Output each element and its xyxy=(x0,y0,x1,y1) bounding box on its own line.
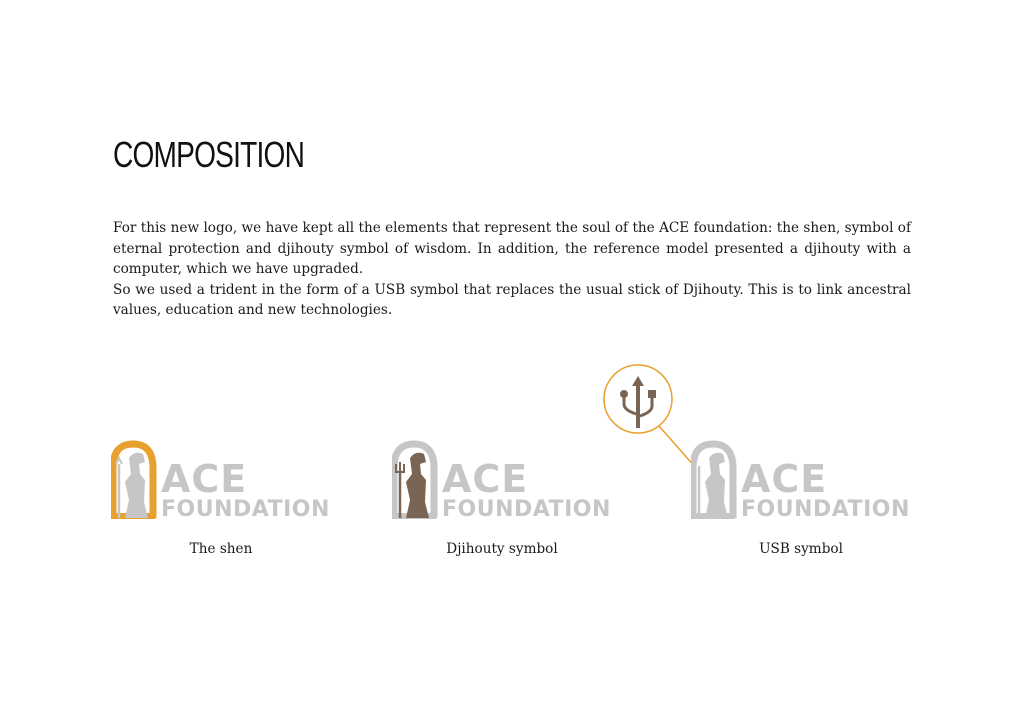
body-text xyxy=(113,218,911,321)
page-title: COMPOSITION xyxy=(113,134,305,175)
logo-wordmark-ace: ACE xyxy=(741,457,828,501)
logo-usb-variant xyxy=(691,440,911,522)
logo-shen-variant xyxy=(111,440,331,522)
logo-wordmark-foundation: FOUNDATION xyxy=(741,497,910,522)
caption-djihouty: Djihouty symbol xyxy=(446,541,558,557)
usb-callout xyxy=(602,362,702,472)
caption-shen: The shen xyxy=(189,541,253,557)
logo-djihouty-variant xyxy=(392,440,612,522)
logo-wordmark-foundation: FOUNDATION xyxy=(442,497,611,522)
logo-wordmark-ace: ACE xyxy=(161,457,248,501)
paragraph-2: So we used a trident in the form of a USB symbol that replaces the usual stick of Djihouty. This is to link ancestral values, education and new technologies. xyxy=(113,281,911,319)
logo-wordmark-foundation: FOUNDATION xyxy=(161,497,330,522)
usb-trident-icon xyxy=(602,362,702,472)
paragraph-1: For this new logo, we have kept all the elements that represent the soul of the ACE foundation: the shen, symbol of eternal protection and djihouty symbol of wisdom. In addition, the reference model presented a djihouty with a computer, which we have upgraded. xyxy=(113,220,911,278)
caption-usb: USB symbol xyxy=(759,541,843,557)
logo-wordmark-ace: ACE xyxy=(442,457,529,501)
